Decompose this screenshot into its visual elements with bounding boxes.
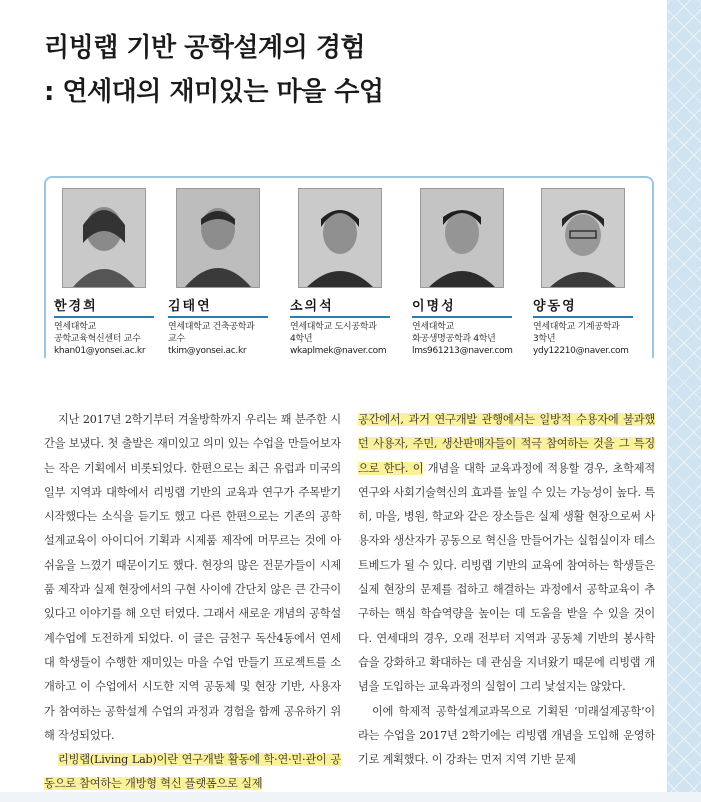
author-email: khan01@yonsei.ac.kr bbox=[54, 346, 146, 356]
author-photo bbox=[420, 188, 504, 288]
author-affiliation: 연세대학교 건축공학과 bbox=[168, 322, 255, 332]
author-email: ydy12210@naver.com bbox=[533, 346, 629, 356]
body-column-right bbox=[358, 408, 655, 772]
author-photo bbox=[62, 188, 146, 288]
author-email: tkim@yonsei.ac.kr bbox=[168, 346, 247, 356]
author-name: 한경희 bbox=[54, 295, 154, 318]
highlighted-text: 리빙랩(Living Lab)이란 연구개발 활동에 학·연·민·관이 공동으로 참여하는 개방형 혁신 플랫폼으로 실제 bbox=[44, 753, 341, 791]
author-profile bbox=[168, 188, 280, 357]
author-email: lms961213@naver.com bbox=[412, 346, 513, 356]
body-column-left bbox=[44, 408, 341, 797]
title-line-2: : 연세대의 재미있는 마을 수업 bbox=[44, 77, 384, 107]
author-profile bbox=[54, 188, 166, 357]
author-photo bbox=[298, 188, 382, 288]
author-profile bbox=[290, 188, 402, 357]
article-title bbox=[44, 26, 644, 114]
author-email: wkaplmek@naver.com bbox=[290, 346, 387, 356]
paragraph: 지난 2017년 2학기부터 겨울방학까지 우리는 꽤 분주한 시간을 보냈다. 첫 출발은 재미있고 의미 있는 수업을 만들어보자는 작은 기획에서 비롯되었다. 한편으로는 최근 유럽과 미국의 일부 지역과 대학에서 리빙랩 기반의 교육과 연구가 주목받기 시작했다는 소식을 듣기도 했고 다른 한편으로는 기존의 공학설계교육이 아이디어 기획과 시제품 제작에 머무르는 것에 아쉬움을 느꼈기 때문이기도 했다. 현장의 많은 전문가들이 시제품 제작과 실제 현장에서의 구현 사이에 간단치 않은 큰 간극이 있다고 이야기를 해 오던 터였다. 그래서 새로운 개념의 공학설계수업에 도전하게 되었다. 이 글은 금천구 독산4동에서 연세대 학생들이 수행한 재미있는 마을 수업 만들기 프로젝트를 소개하고 이 수업에서 시도한 지역 공동체 및 현장 기반, 사용자가 참여하는 공학설계 수업의 과정과 경험을 함께 공유하기 위해 작성되었다. bbox=[44, 413, 341, 742]
paragraph: 이에 학제적 공학설계교과목으로 기획된 ‘미래설계공학’이라는 수업을 2017년 2학기에는 리빙랩 개념을 도입해 운영하기로 계획했다. 이 강좌는 먼저 지역 기반 문제 bbox=[358, 704, 655, 767]
author-affiliation: 공학교육혁신센터 교수 bbox=[54, 334, 141, 344]
author-profile bbox=[533, 188, 645, 357]
author-affiliation: 3학년 bbox=[533, 334, 556, 344]
author-photo bbox=[176, 188, 260, 288]
decorative-side-strip bbox=[667, 0, 701, 802]
author-affiliation: 화공생명공학과 4학년 bbox=[412, 334, 496, 344]
author-affiliation: 4학년 bbox=[290, 334, 313, 344]
author-name: 소의석 bbox=[290, 295, 390, 318]
author-affiliation: 연세대학교 도시공학과 bbox=[290, 322, 377, 332]
author-affiliation: 교수 bbox=[168, 334, 185, 344]
author-photo bbox=[541, 188, 625, 288]
page-bottom-band bbox=[0, 792, 701, 802]
author-name: 김태연 bbox=[168, 295, 268, 318]
author-affiliation: 연세대학교 bbox=[54, 322, 96, 332]
author-affiliation: 연세대학교 bbox=[412, 322, 454, 332]
author-name: 양동영 bbox=[533, 295, 633, 318]
author-name: 이명성 bbox=[412, 295, 512, 318]
author-affiliation: 연세대학교 기계공학과 bbox=[533, 322, 620, 332]
highlighted-text: 공간에서, 과거 연구개발 관행에서는 일방적 수용자에 불과했던 사용자, 주민, 생산판매자들이 적극 참여하는 것을 그 특징으로 한다. 이 bbox=[358, 413, 655, 475]
author-profile bbox=[412, 188, 524, 357]
title-line-1: 리빙랩 기반 공학설계의 경험 bbox=[44, 33, 366, 63]
paragraph-text: 개념을 대학 교육과정에 적용할 경우, 초학제적 연구와 사회기술혁신의 효과를 높일 수 있는 가능성이 높다. 특히, 마을, 병원, 학교와 같은 장소들은 실제 생활 현장으로써 사용자와 생산자가 공동으로 혁신을 만들어가는 실험실이자 테스트베드가 될 수 있다. 리빙랩 기반의 교육에 참여하는 학생들은 실제 현장의 문제를 접하고 해결하는 과정에서 공학교육이 추구하는 핵심 학습역량을 높이는 데 도움을 받을 수 있을 것이다. 연세대의 경우, 오래 전부터 지역과 공동체 기반의 봉사학습을 강화하고 확대하는 데 관심을 지녀왔기 때문에 리빙랩 개념을 도입하는 교육과정의 실험이 그리 낯설지는 않았다. bbox=[358, 461, 656, 694]
